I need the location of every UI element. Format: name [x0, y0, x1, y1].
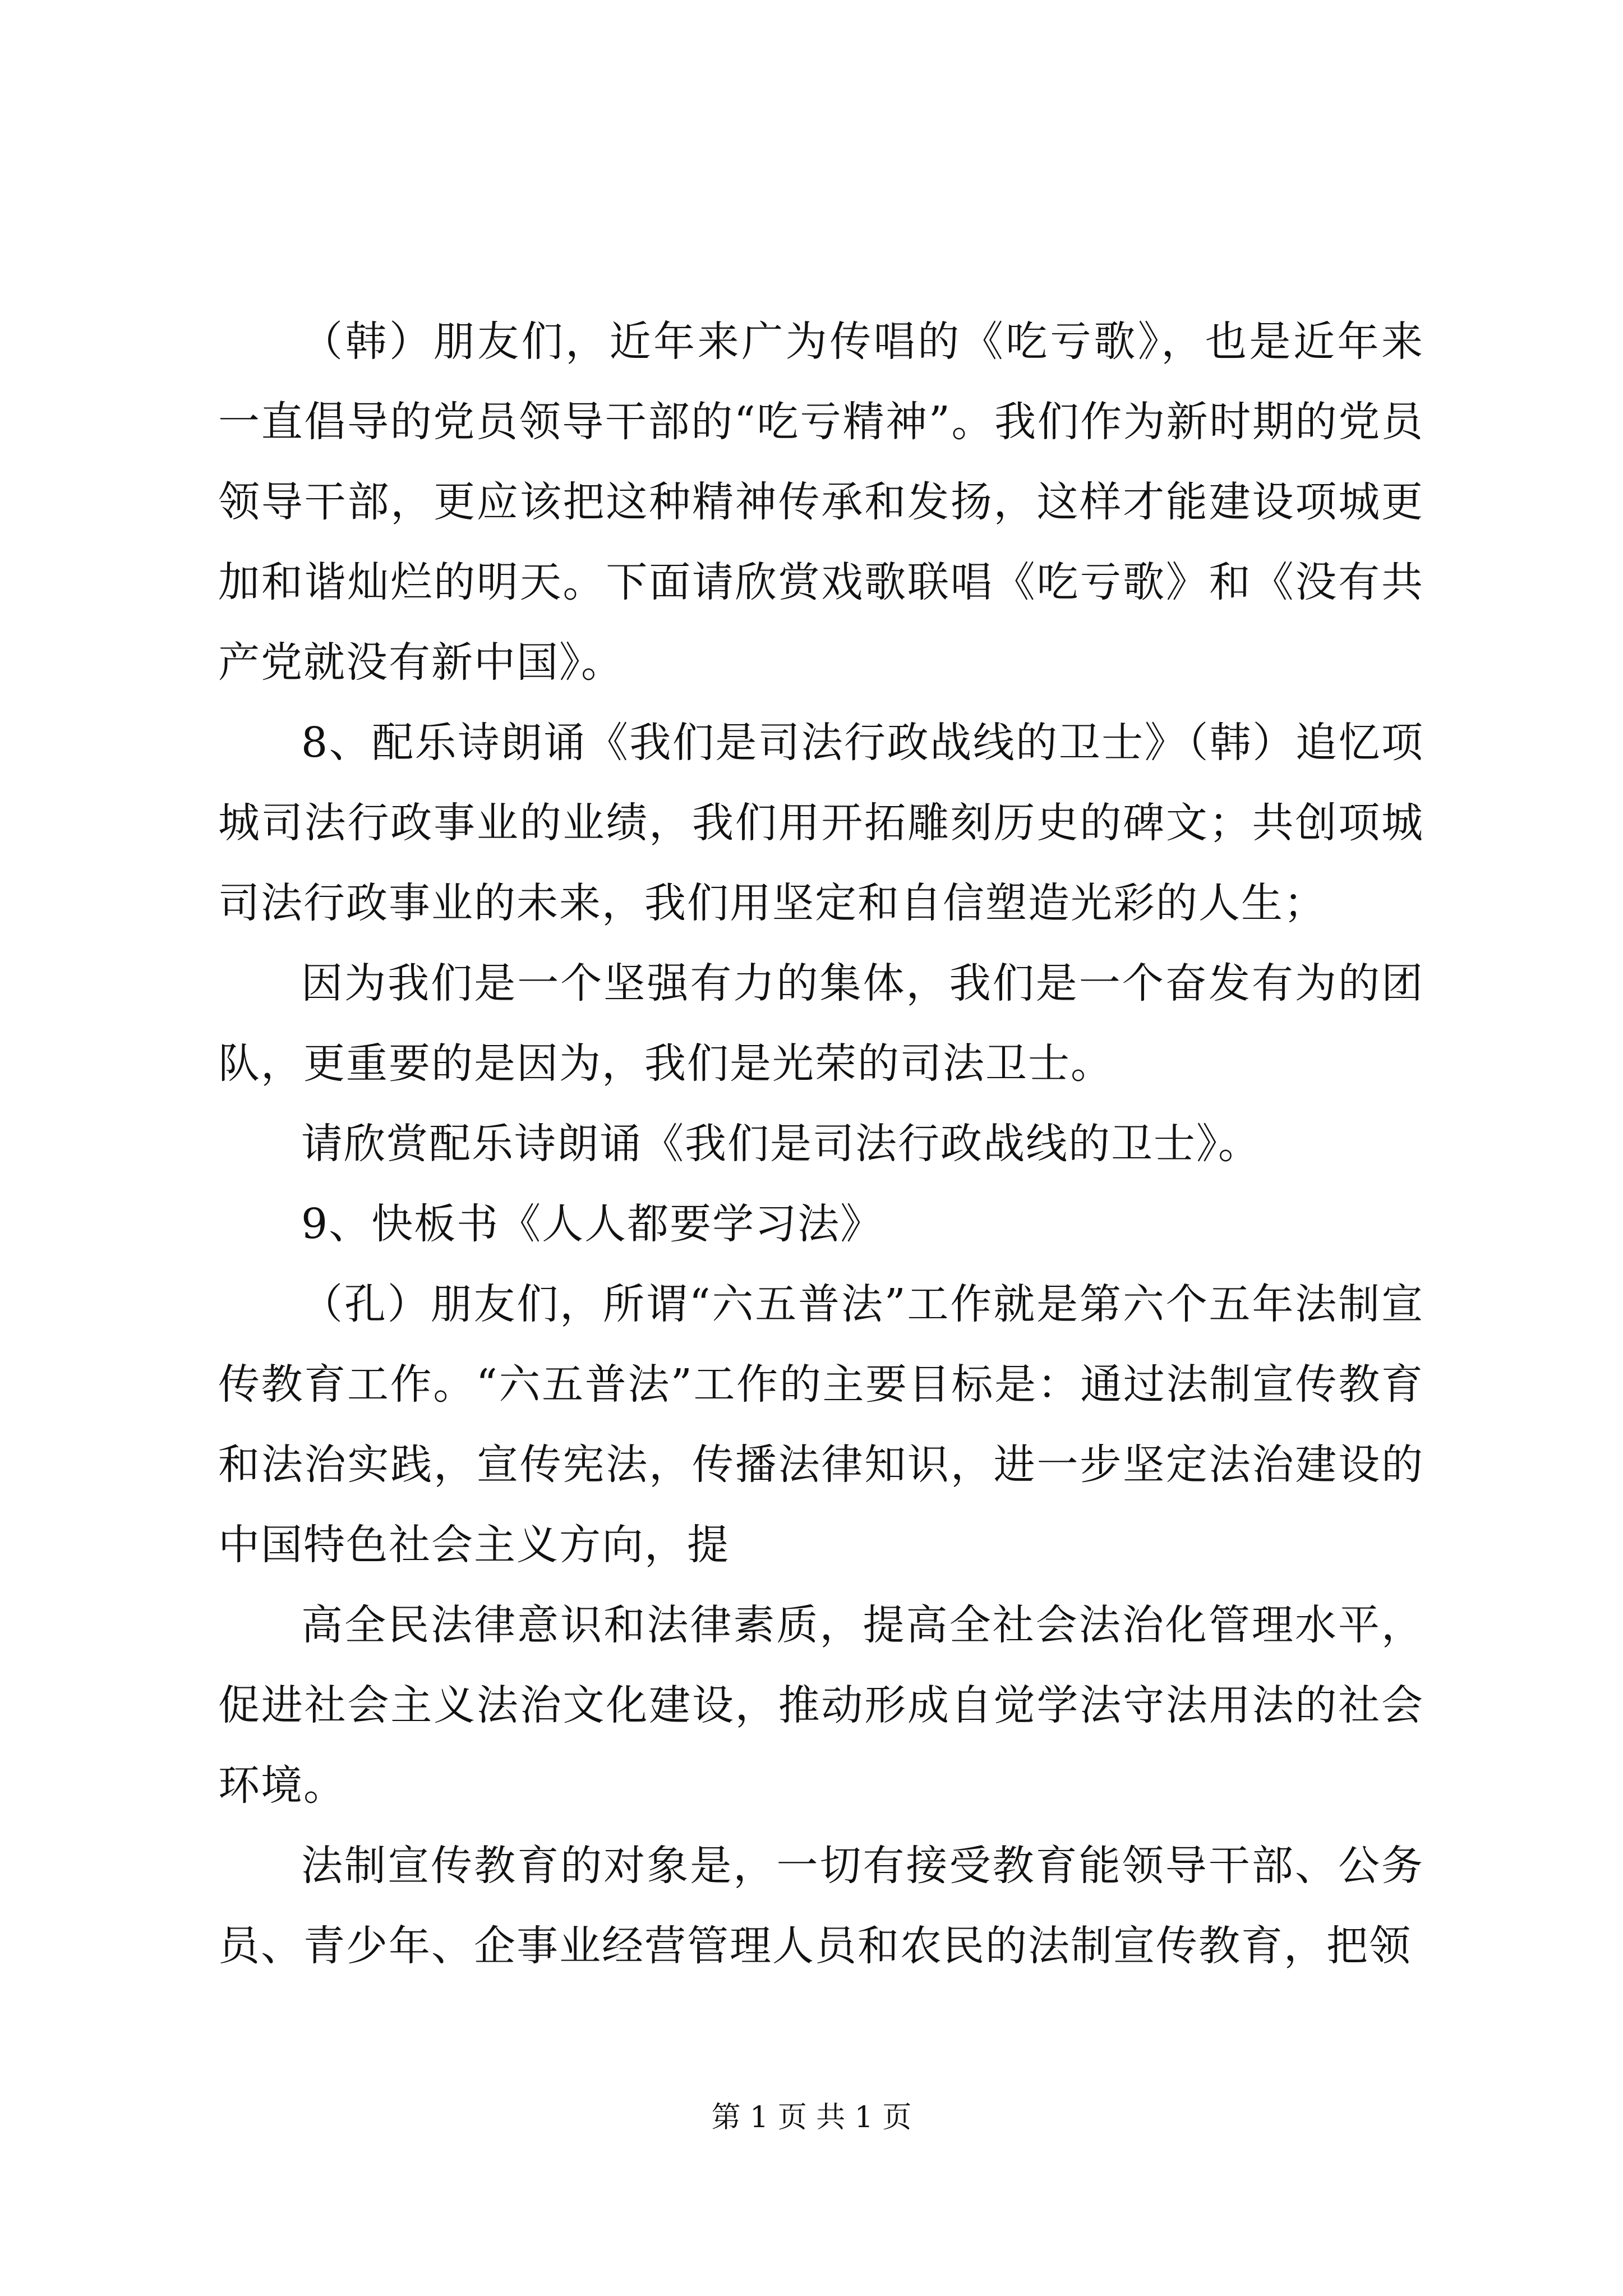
paragraph-8: 法制宣传教育的对象是，一切有接受教育能领导干部、公务员、青少年、企事业经营管理人员和农民的法制宣传教育，把领 — [218, 1842, 1424, 1970]
paragraph-6: （孔）朋友们，所谓“六五普法”工作就是第六个五年法制宣传教育工作。“六五普法”工作的主要目标是：通过法制宣传教育和法治实践，宣传宪法，传播法律知识，进一步坚定法治建设的中国特色社会主义方向，提 — [218, 1280, 1424, 1569]
paragraph-1: （韩）朋友们，近年来广为传唱的《吃亏歌》，也是近年来一直倡导的党员领导干部的“吃亏精神”。我们作为新时期的党员领导干部，更应该把这种精神传承和发扬，这样才能建设项城更加和谐灿烂的明天。下面请欣赏戏歌联唱《吃亏歌》和《没有共产党就没有新中国》。 — [218, 318, 1424, 687]
paragraph-3: 因为我们是一个坚强有力的集体，我们是一个奋发有为的团队，更重要的是因为，我们是光荣的司法卫士。 — [218, 959, 1424, 1088]
paragraph-2: 8、配乐诗朗诵《我们是司法行政战线的卫士》（韩）追忆项城司法行政事业的业绩，我们用开拓雕刻历史的碑文；共创项城司法行政事业的未来，我们用坚定和自信塑造光彩的人生； — [218, 719, 1424, 927]
paragraph-4: 请欣赏配乐诗朗诵《我们是司法行政战线的卫士》。 — [301, 1120, 1261, 1168]
document-body — [218, 302, 1424, 1986]
paragraph-5: 9、快板书《人人都要学习法》 — [301, 1200, 883, 1248]
paragraph-7: 高全民法律意识和法律素质，提高全社会法治化管理水平，促进社会主义法治文化建设，推动形成自觉学法守法用法的社会环境。 — [218, 1601, 1424, 1810]
page-footer: 第 1 页 共 1 页 — [711, 2101, 912, 2134]
